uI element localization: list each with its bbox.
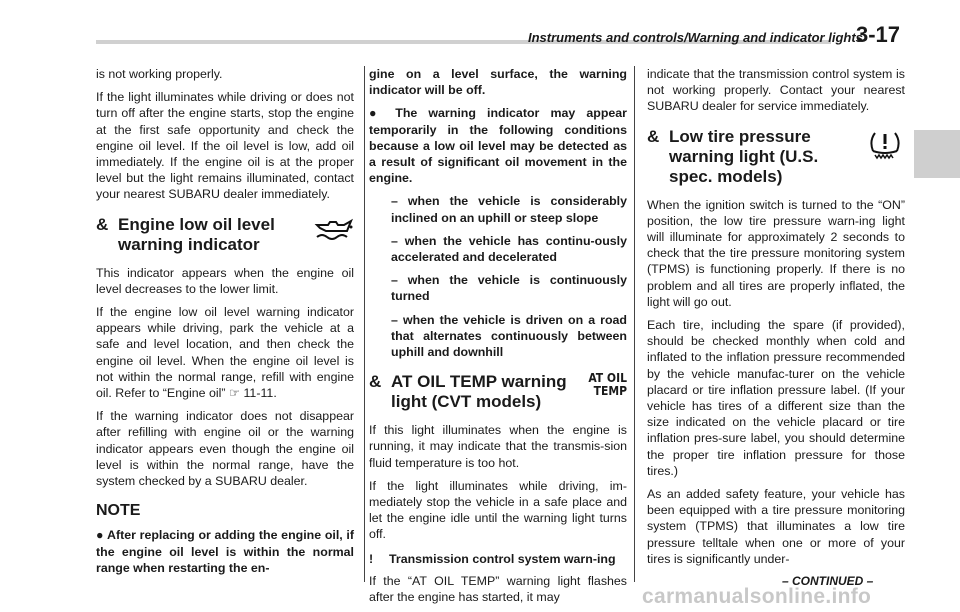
paragraph: When the ignition switch is turned to the “ON” position, the low tire pressure warn-ing light will illuminate for approximately 2 seconds to check that the tire pressure monitoring system (TPMS) is functioning properly. If there is no problem and all tires are properly inflated, the light will go out. — [647, 197, 905, 309]
dash-item: – when the vehicle is continuously turned — [391, 273, 627, 304]
section-heading-tire-pressure — [647, 127, 905, 187]
icon-text-line: TEMP — [593, 384, 627, 399]
dash-item: – when the vehicle is considerably inclined on an uphill or steep slope — [391, 194, 627, 225]
paragraph: As an added safety feature, your vehicle has been equipped with a tire pressure monitoring system (TPMS) that illuminates a low tire pressure telltale when one or more of your tires is significantly under- — [647, 487, 905, 566]
subsection-title: Transmission control system warn-ing — [389, 551, 616, 566]
section-marker: & — [647, 126, 660, 146]
section-title: AT OIL TEMP warning light (CVT models) — [391, 372, 567, 412]
paragraph: If the light illuminates while driving or does not turn off after the engine starts, stop the engine at the first safe opportunity and check the engine oil level. If the oil level is low, add oil immediately. If the engine oil is at the proper level but the light remains illuminated, contact your nearest SUBARU dealer immediately. — [96, 90, 354, 202]
watermark: carmanualsonline.info — [642, 585, 872, 608]
continued-label: – CONTINUED – — [782, 574, 874, 588]
dash-item: – when the vehicle is driven on a road that alternates continuously between uphill and downhill — [391, 312, 627, 360]
section-marker: & — [369, 372, 382, 392]
section-title: Low tire pressure warning light (U.S. spec. models) — [669, 126, 819, 186]
chapter-tab — [914, 130, 960, 178]
note-heading: NOTE — [96, 502, 141, 520]
oil-can-level-icon — [314, 215, 354, 251]
paragraph: is not working properly. — [96, 67, 223, 81]
note-bullet: ● The warning indicator may appear temporarily in the following conditions because a low oil level may be detected as a result of significant oil movement in the engine. — [369, 106, 627, 186]
paragraph: If the warning indicator does not disappear after refilling with engine oil or the warning indicator appears even though the engine oil level is within the normal range, have the system checked by a SUBARU dealer. — [96, 409, 354, 489]
paragraph: indicate that the transmission control system is not working properly. Contact your nearest SUBARU dealer for service immediately. — [647, 67, 905, 114]
column-divider — [364, 66, 365, 582]
section-heading-engine-oil — [96, 215, 354, 255]
tire-pressure-icon — [865, 127, 905, 163]
note-bullet: ● After replacing or adding the engine oil, if the engine oil level is within the normal range when restarting the en- — [96, 528, 354, 575]
warning-marker: ! — [369, 551, 374, 566]
section-title: Engine low oil level warning indicator — [118, 214, 275, 254]
paragraph: If the engine low oil level warning indicator appears while driving, park the vehicle at a safe and level location, and then check the engine oil level. When the engine oil level is not within the normal range, refill with engine oil. Refer to “Engine oil” ☞ 11-11. — [96, 305, 354, 401]
paragraph: If the light illuminates while driving, im-mediately stop the vehicle in a safe place and let the engine idle until the warning light turns off. — [369, 478, 627, 542]
column-1 — [96, 66, 354, 583]
header-title: Instruments and controls/Warning and indicator lights — [528, 30, 863, 45]
section-marker: & — [96, 214, 109, 234]
column-2 — [369, 66, 627, 612]
at-oil-temp-icon — [587, 372, 627, 408]
page-number: 3-17 — [856, 22, 901, 47]
column-divider — [634, 66, 635, 582]
section-heading-at-oil-temp — [369, 372, 627, 412]
subsection-heading — [369, 551, 627, 567]
paragraph: This indicator appears when the engine oil level decreases to the lower limit. — [96, 265, 354, 296]
icon-text-line: AT OIL — [588, 371, 627, 386]
paragraph: If this light illuminates when the engine is running, it may indicate that the transmis-sion fluid temperature is too hot. — [369, 423, 627, 470]
paragraph: Each tire, including the spare (if provided), should be checked monthly when cold and inflated to the inflation pressure recommended by the vehicle manufac-turer on the vehicle placard or tire inflation pressure label. (If your vehicle has tires of a different size than the size indicated on the vehicle placard or tire inflation pres-sure label, you should determine the proper tire inflation pressure for those tires.) — [647, 318, 905, 478]
column-3 — [647, 66, 905, 574]
paragraph: If the “AT OIL TEMP” warning light flashes after the engine has started, it may — [369, 573, 627, 605]
dash-item: – when the vehicle has continu-ously accelerated and decelerated — [391, 233, 627, 265]
paragraph: gine on a level surface, the warning indicator will be off. — [369, 67, 627, 98]
